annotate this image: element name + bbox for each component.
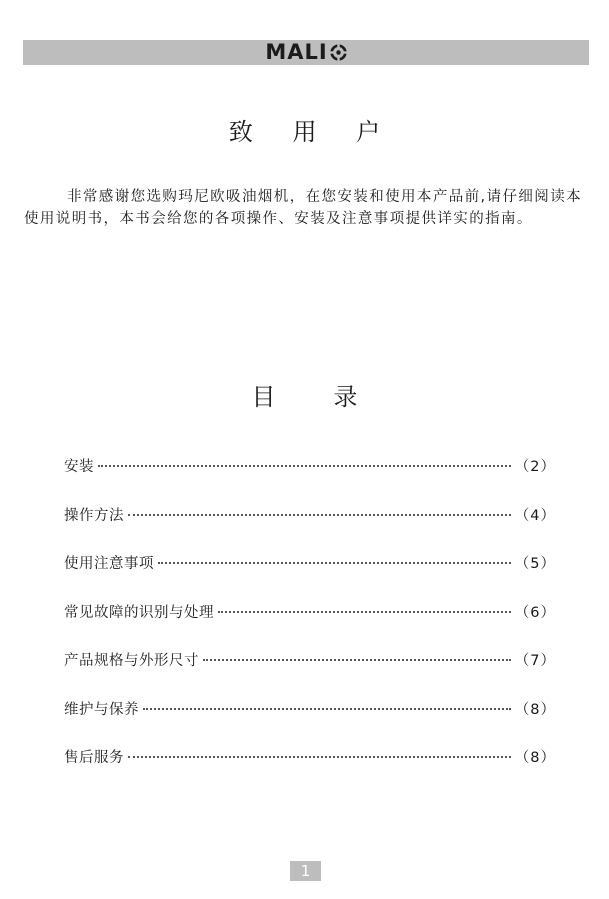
header-bar (23, 40, 589, 65)
toc-entry-page: （7） (514, 653, 556, 669)
toc-entry-label: 操作方法 (64, 507, 124, 524)
toc-entry-label: 使用注意事项 (64, 556, 154, 572)
toc-entry-page: （8） (514, 750, 556, 766)
toc-entry-troubleshooting[interactable] (64, 601, 556, 650)
page-number: 1 (290, 861, 321, 881)
brand-text: MALI (265, 40, 328, 64)
toc-entry-label: 常见故障的识别与处理 (64, 604, 214, 621)
toc-entry-maintenance[interactable] (64, 698, 556, 747)
toc-dot-leader (203, 659, 511, 661)
toc-entry-label: 安装 (64, 459, 94, 475)
brand-logo (265, 42, 346, 63)
toc-dot-leader (218, 611, 511, 613)
toc-entry-page: （2） (514, 459, 556, 475)
toc-entry-install[interactable] (64, 455, 556, 504)
toc-title-right: 录 (333, 383, 358, 411)
toc-entry-precautions[interactable] (64, 552, 556, 601)
toc-entry-page: （6） (514, 604, 556, 621)
toc-entry-label: 维护与保养 (64, 701, 139, 718)
toc-entry-label: 产品规格与外形尺寸 (64, 653, 199, 669)
toc-dot-leader (128, 514, 511, 516)
toc-entry-page: （4） (514, 507, 556, 524)
toc-dot-leader (143, 708, 511, 710)
toc-dot-leader (158, 562, 511, 564)
toc-dot-leader (98, 465, 511, 467)
intro-paragraph: 非常感谢您选购玛尼欧吸油烟机，在您安装和使用本产品前,请仔细阅读本使用说明书，本书会给您的各项操作、安装及注意事项提供详实的指南。 (24, 188, 582, 227)
toc-entry-page: （5） (514, 556, 556, 572)
toc-entry-page: （8） (514, 701, 556, 718)
table-of-contents (64, 455, 556, 795)
toc-dot-leader (128, 756, 511, 758)
toc-entry-operation[interactable] (64, 504, 556, 553)
malio-logo-mark-icon (330, 44, 347, 61)
intro-title: 致 用 户 (228, 118, 397, 146)
toc-entry-after-sales[interactable] (64, 746, 556, 795)
toc-title-left: 目 (251, 383, 276, 411)
toc-entry-specifications[interactable] (64, 649, 556, 698)
toc-title (0, 377, 609, 412)
toc-entry-label: 售后服务 (64, 750, 124, 766)
